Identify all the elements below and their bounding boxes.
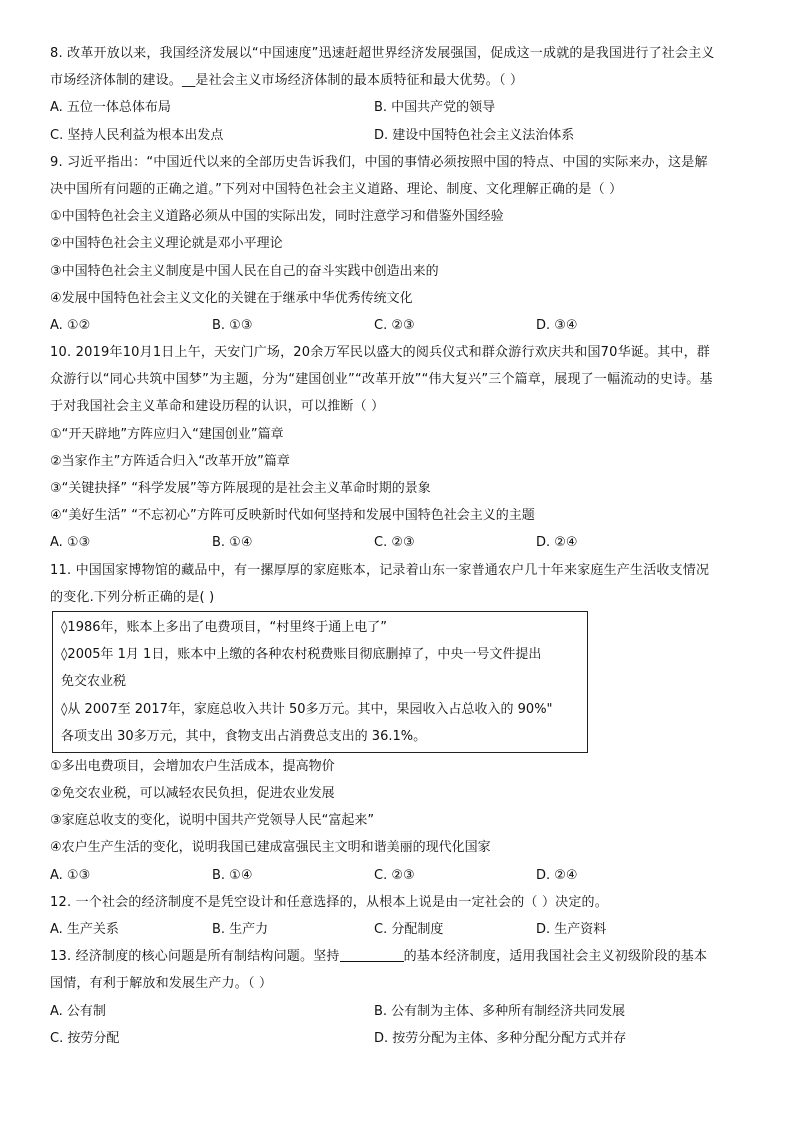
option-a[interactable]: A. 五位一体总体布局 <box>50 100 171 116</box>
question-8-options-row-1 <box>50 94 756 121</box>
material-line-5: 各项支出 30多万元，其中，食物支出占消费总支出的 36.1%。 <box>61 728 427 744</box>
option-b[interactable]: B. ①④ <box>212 535 253 551</box>
question-10-stem-line-1: 10. 2019年10月1日上午，天安门广场，20余万军民以盛大的阅兵仪式和群众游行欢庆共和国70华诞。其中，群 <box>50 345 710 361</box>
option-d[interactable]: D. 生产资料 <box>536 922 607 937</box>
question-11-options <box>50 862 756 889</box>
question-12-options <box>50 916 756 943</box>
question-9-statement-3: ③中国特色社会主义制度是中国人民在自己的奋斗实践中创造出来的 <box>50 263 439 279</box>
option-d[interactable]: D. 建设中国特色社会主义法治体系 <box>374 127 575 143</box>
question-11-statement-4: ④农户生产生活的变化，说明我国已建成富强民主文明和谐美丽的现代化国家 <box>50 840 491 856</box>
question-11-stem-line-1: 11. 中国国家博物馆的藏品中，有一摞厚厚的家庭账本，记录着山东一家普通农户几十年来家庭生产生活收支情况 <box>50 562 710 578</box>
question-10-statement-1: ①“开天辟地”方阵应归入“建国创业”篇章 <box>50 426 284 442</box>
option-a[interactable]: A. ①③ <box>50 535 91 551</box>
question-11-statement-1: ①多出电费项目，会增加农户生活成本，提高物价 <box>50 758 335 774</box>
question-10-stem-line-3: 于对我国社会主义革命和建设历程的认识，可以推断（ ） <box>50 399 385 415</box>
question-9-statement-4: ④发展中国特色社会主义文化的关键在于继承中华优秀传统文化 <box>50 290 413 306</box>
question-13-stem-before-blank: 13. 经济制度的核心问题是所有制结构问题。坚持 <box>50 949 340 965</box>
answer-blank <box>340 947 404 962</box>
question-9-stem-line-1: 9. 习近平指出：“中国近代以来的全部历史告诉我们，中国的事情必须按照中国的特点、中国的实际来办，这是解 <box>50 154 708 170</box>
question-13-stem-after-blank: 的基本经济制度，适用我国社会主义初级阶段的基本 <box>403 949 708 965</box>
question-10-statement-4: ④“美好生活” “不忘初心”方阵可反映新时代如何坚持和发展中国特色社会主义的主题 <box>50 508 535 524</box>
question-10 <box>50 339 756 557</box>
question-8-stem-line-2: 市场经济体制的建设。__是社会主义市场经济体制的最本质特征和最大优势。（ ） <box>50 73 524 89</box>
option-c[interactable]: C. ②③ <box>374 535 415 551</box>
exam-page <box>50 40 756 1052</box>
material-line-1: ◊1986年，账本上多出了电费项目，“村里终于通上电了” <box>61 619 387 635</box>
question-9-statement-2: ②中国特色社会主义理论就是邓小平理论 <box>50 236 283 252</box>
option-d[interactable]: D. ②④ <box>536 535 578 551</box>
option-a[interactable]: A. 生产关系 <box>50 922 119 937</box>
question-10-stem-line-2: 众游行以“同心共筑中国梦”为主题，分为“建国创业”“改革开放”“伟大复兴”三个篇章，展现了一幅流动的史诗。基 <box>50 372 713 388</box>
question-13 <box>50 943 756 1052</box>
option-c[interactable]: C. ②③ <box>374 867 415 883</box>
material-line-3: 免交农业税 <box>61 674 127 690</box>
option-c[interactable]: C. 分配制度 <box>374 922 444 937</box>
option-c[interactable]: C. ②③ <box>374 317 415 333</box>
question-13-options-row-2 <box>50 1025 756 1052</box>
option-b[interactable]: B. 中国共产党的领导 <box>374 100 496 116</box>
question-8-stem-line-1: 8. 改革开放以来，我国经济发展以“中国速度”迅速赶超世界经济发展强国，促成这一成就的是我国进行了社会主义 <box>50 46 715 61</box>
option-a[interactable]: A. ①③ <box>50 867 91 883</box>
question-11 <box>50 557 756 889</box>
material-box <box>52 611 588 753</box>
option-d[interactable]: D. 按劳分配为主体、多种分配分配方式并存 <box>374 1030 627 1046</box>
question-10-statement-3: ③“关键抉择” “科学发展”等方阵展现的是社会主义革命时期的景象 <box>50 481 431 496</box>
question-9-stem-line-2: 决中国所有问题的正确之道。”下列对中国特色社会主义道路、理论、制度、文化理解正确的是（ ） <box>50 181 623 197</box>
question-11-statement-3: ③家庭总收支的变化，说明中国共产党领导人民“富起来” <box>50 813 375 829</box>
option-d[interactable]: D. ②④ <box>536 867 578 883</box>
option-a[interactable]: A. 公有制 <box>50 1003 106 1019</box>
question-9-statement-1: ①中国特色社会主义道路必须从中国的实际出发，同时注意学习和借鉴外国经验 <box>50 209 504 225</box>
question-8 <box>50 40 756 149</box>
option-b[interactable]: B. 公有制为主体、多种所有制经济共同发展 <box>374 1003 626 1019</box>
option-d[interactable]: D. ③④ <box>536 317 578 333</box>
question-12-stem: 12. 一个社会的经济制度不是凭空设计和任意选择的，从根本上说是由一定社会的（ ）决定的。 <box>50 894 608 910</box>
question-13-stem-line-1 <box>50 943 756 970</box>
question-12 <box>50 889 756 943</box>
question-10-statement-2: ②当家作主”方阵适合归入“改革开放”篇章 <box>50 453 290 469</box>
question-9 <box>50 149 756 339</box>
question-9-options <box>50 312 756 339</box>
material-line-4: ◊从 2007至 2017年，家庭总收入共计 50多万元。其中，果园收入占总收入的 90%" <box>61 701 553 717</box>
option-b[interactable]: B. ①③ <box>212 317 253 333</box>
question-11-statement-2: ②免交农业税，可以减轻农民负担，促进农业发展 <box>50 786 335 802</box>
question-10-options <box>50 529 756 556</box>
option-a[interactable]: A. ①② <box>50 317 91 333</box>
option-b[interactable]: B. 生产力 <box>212 922 269 937</box>
material-line-2: ◊2005年 1月 1日，账本中上缴的各种农村税费账目彻底删掉了，中央一号文件提出 <box>61 647 542 663</box>
option-b[interactable]: B. ①④ <box>212 867 253 883</box>
question-11-stem-line-2: 的变化.下列分析正确的是( ) <box>50 589 215 605</box>
option-c[interactable]: C. 坚持人民利益为根本出发点 <box>50 127 224 143</box>
question-13-stem-line-2: 国情，有利于解放和发展生产力。（ ） <box>50 976 273 992</box>
question-13-options-row-1 <box>50 998 756 1025</box>
question-8-options-row-2 <box>50 122 756 149</box>
option-c[interactable]: C. 按劳分配 <box>50 1030 120 1046</box>
